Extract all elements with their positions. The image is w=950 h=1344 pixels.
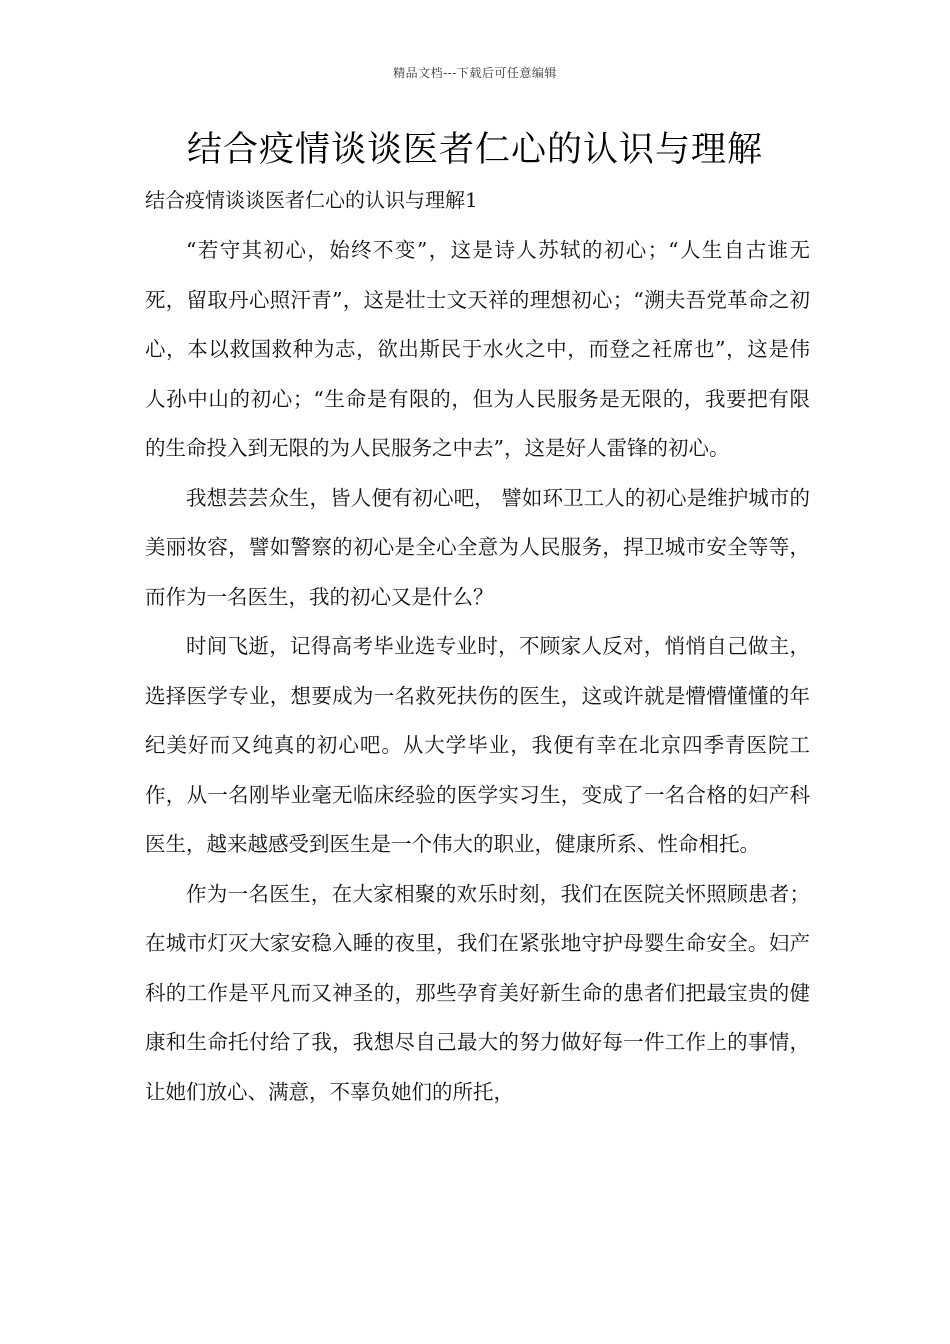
section-heading: 结合疫情谈谈医者仁心的认识与理解1 [145, 188, 478, 212]
paragraph: 时间飞逝，记得高考毕业选专业时，不顾家人反对，悄悄自己做主，选择医学专业，想要成为一名救死扶伤的医生，这或许就是懵懵懂懂的年纪美好而又纯真的初心吧。从大学毕业，我便有幸在北京四季青医院工作，从一名刚毕业毫无临床经验的医学实习生，变成了一名合格的妇产科医生，越来越感受到医生是一个伟大的职业，健康所系、性命相托。 [145, 634, 810, 856]
paragraph: “若守其初心，始终不变”，这是诗人苏轼的初心；“人生自古谁无死，留取丹心照汗青”，这是壮士文天祥的理想初心；“溯夫吾党革命之初心，本以救国救种为志，欲出斯民于水火之中，而登之衽席也”，这是伟人孙中山的初心；“生命是有限的，但为人民服务是无限的，我要把有限的生命投入到无限的为人民服务之中去”，这是好人雷锋的初心。 [145, 238, 810, 460]
paragraph: 作为一名医生，在大家相聚的欢乐时刻，我们在医院关怀照顾患者；在城市灯灭大家安稳入睡的夜里，我们在紧张地守护母婴生命安全。妇产科的工作是平凡而又神圣的，那些孕育美好新生命的患者们把最宝贵的健康和生命托付给了我，我想尽自己最大的努力做好每一件工作上的事情，让她们放心、满意，不辜负她们的所托， [145, 881, 810, 1104]
header-note: 精品文档---下载后可任意编辑 [393, 66, 557, 80]
document-title: 结合疫情谈谈医者仁心的认识与理解 [186, 130, 763, 170]
paragraph: 我想芸芸众生，皆人便有初心吧， 譬如环卫工人的初心是维护城市的美丽妆容，譬如警察的初心是全心全意为人民服务，捍卫城市安全等等，而作为一名医生，我的初心又是什么？ [145, 485, 810, 609]
document-body [145, 226, 810, 1117]
